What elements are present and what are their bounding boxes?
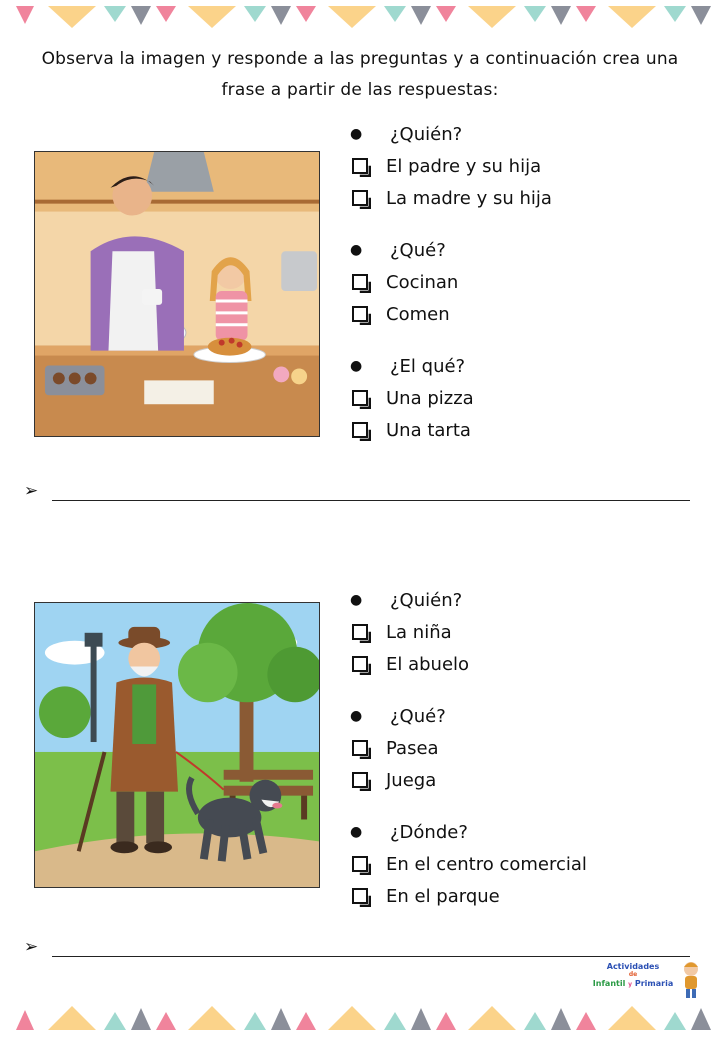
question-list-1 xyxy=(346,118,706,466)
answer-line-1[interactable] xyxy=(24,481,690,501)
cooking-illustration xyxy=(34,151,320,437)
question-text: ¿El qué? xyxy=(390,355,466,377)
checkbox-icon[interactable] xyxy=(352,772,368,788)
publisher-logo xyxy=(586,960,704,1000)
option-label: En el centro comercial xyxy=(386,853,587,875)
option-label: La niña xyxy=(386,621,452,643)
checkbox-icon[interactable] xyxy=(352,656,368,672)
option-label: El padre y su hija xyxy=(386,155,542,177)
checkbox-icon[interactable] xyxy=(352,158,368,174)
option-row[interactable] xyxy=(346,732,706,764)
option-label: La madre y su hija xyxy=(386,187,552,209)
logo-line-3 xyxy=(586,979,680,988)
arrow-bullet-icon: ➢ xyxy=(24,481,39,501)
father-daughter-baking-picture xyxy=(35,152,319,436)
checkbox-icon[interactable] xyxy=(352,624,368,640)
question-row xyxy=(346,700,706,732)
option-label: Una pizza xyxy=(386,387,474,409)
option-row[interactable] xyxy=(346,266,706,298)
bullet-icon: ● xyxy=(350,708,363,724)
option-label: Juega xyxy=(386,769,437,791)
question-group xyxy=(346,816,706,912)
checkbox-icon[interactable] xyxy=(352,274,368,290)
question-text: ¿Dónde? xyxy=(390,821,468,843)
option-label: El abuelo xyxy=(386,653,470,675)
top-bunting-decoration xyxy=(0,0,720,40)
bullet-icon: ● xyxy=(350,592,363,608)
bullet-icon: ● xyxy=(350,126,363,142)
writing-rule xyxy=(52,500,690,501)
question-text: ¿Qué? xyxy=(390,705,446,727)
writing-rule xyxy=(52,956,690,957)
park-illustration xyxy=(34,602,320,888)
grandfather-walking-dog-picture xyxy=(35,603,319,887)
checkbox-icon[interactable] xyxy=(352,888,368,904)
checkbox-icon[interactable] xyxy=(352,390,368,406)
bottom-bunting-decoration xyxy=(0,998,720,1038)
option-label: Pasea xyxy=(386,737,439,759)
bullet-icon: ● xyxy=(350,242,363,258)
question-group xyxy=(346,700,706,796)
option-row[interactable] xyxy=(346,182,706,214)
option-label: Una tarta xyxy=(386,419,471,441)
question-row xyxy=(346,584,706,616)
instructions-text: Observa la imagen y responde a las preguntas y a continuación crea una frase a partir de las respuestas: xyxy=(41,49,679,100)
question-text: ¿Quién? xyxy=(390,123,463,145)
option-label: Cocinan xyxy=(386,271,459,293)
logo-line-1: Actividades xyxy=(606,962,660,971)
question-group xyxy=(346,118,706,214)
question-group xyxy=(346,234,706,330)
logo-word-primaria: Primaria xyxy=(634,979,674,988)
question-row xyxy=(346,118,706,150)
question-group xyxy=(346,584,706,680)
option-row[interactable] xyxy=(346,298,706,330)
question-row xyxy=(346,816,706,848)
question-group xyxy=(346,350,706,446)
option-row[interactable] xyxy=(346,616,706,648)
answer-line-2[interactable] xyxy=(24,937,690,957)
option-row[interactable] xyxy=(346,848,706,880)
logo-line-2: de xyxy=(628,971,638,978)
option-row[interactable] xyxy=(346,880,706,912)
question-row xyxy=(346,350,706,382)
checkbox-icon[interactable] xyxy=(352,422,368,438)
checkbox-icon[interactable] xyxy=(352,190,368,206)
option-row[interactable] xyxy=(346,764,706,796)
question-text: ¿Quién? xyxy=(390,589,463,611)
checkbox-icon[interactable] xyxy=(352,740,368,756)
checkbox-icon[interactable] xyxy=(352,856,368,872)
arrow-bullet-icon: ➢ xyxy=(24,937,39,957)
logo-child-icon xyxy=(678,960,704,1000)
logo-word-y: y xyxy=(628,981,633,988)
option-row[interactable] xyxy=(346,150,706,182)
option-row[interactable] xyxy=(346,382,706,414)
option-row[interactable] xyxy=(346,414,706,446)
question-list-2 xyxy=(346,584,706,932)
logo-wordmark xyxy=(586,962,680,988)
bullet-icon: ● xyxy=(350,358,363,374)
option-row[interactable] xyxy=(346,648,706,680)
bullet-icon: ● xyxy=(350,824,363,840)
option-label: Comen xyxy=(386,303,450,325)
question-text: ¿Qué? xyxy=(390,239,446,261)
question-row xyxy=(346,234,706,266)
checkbox-icon[interactable] xyxy=(352,306,368,322)
option-label: En el parque xyxy=(386,885,500,907)
logo-word-infantil: Infantil xyxy=(592,979,626,988)
